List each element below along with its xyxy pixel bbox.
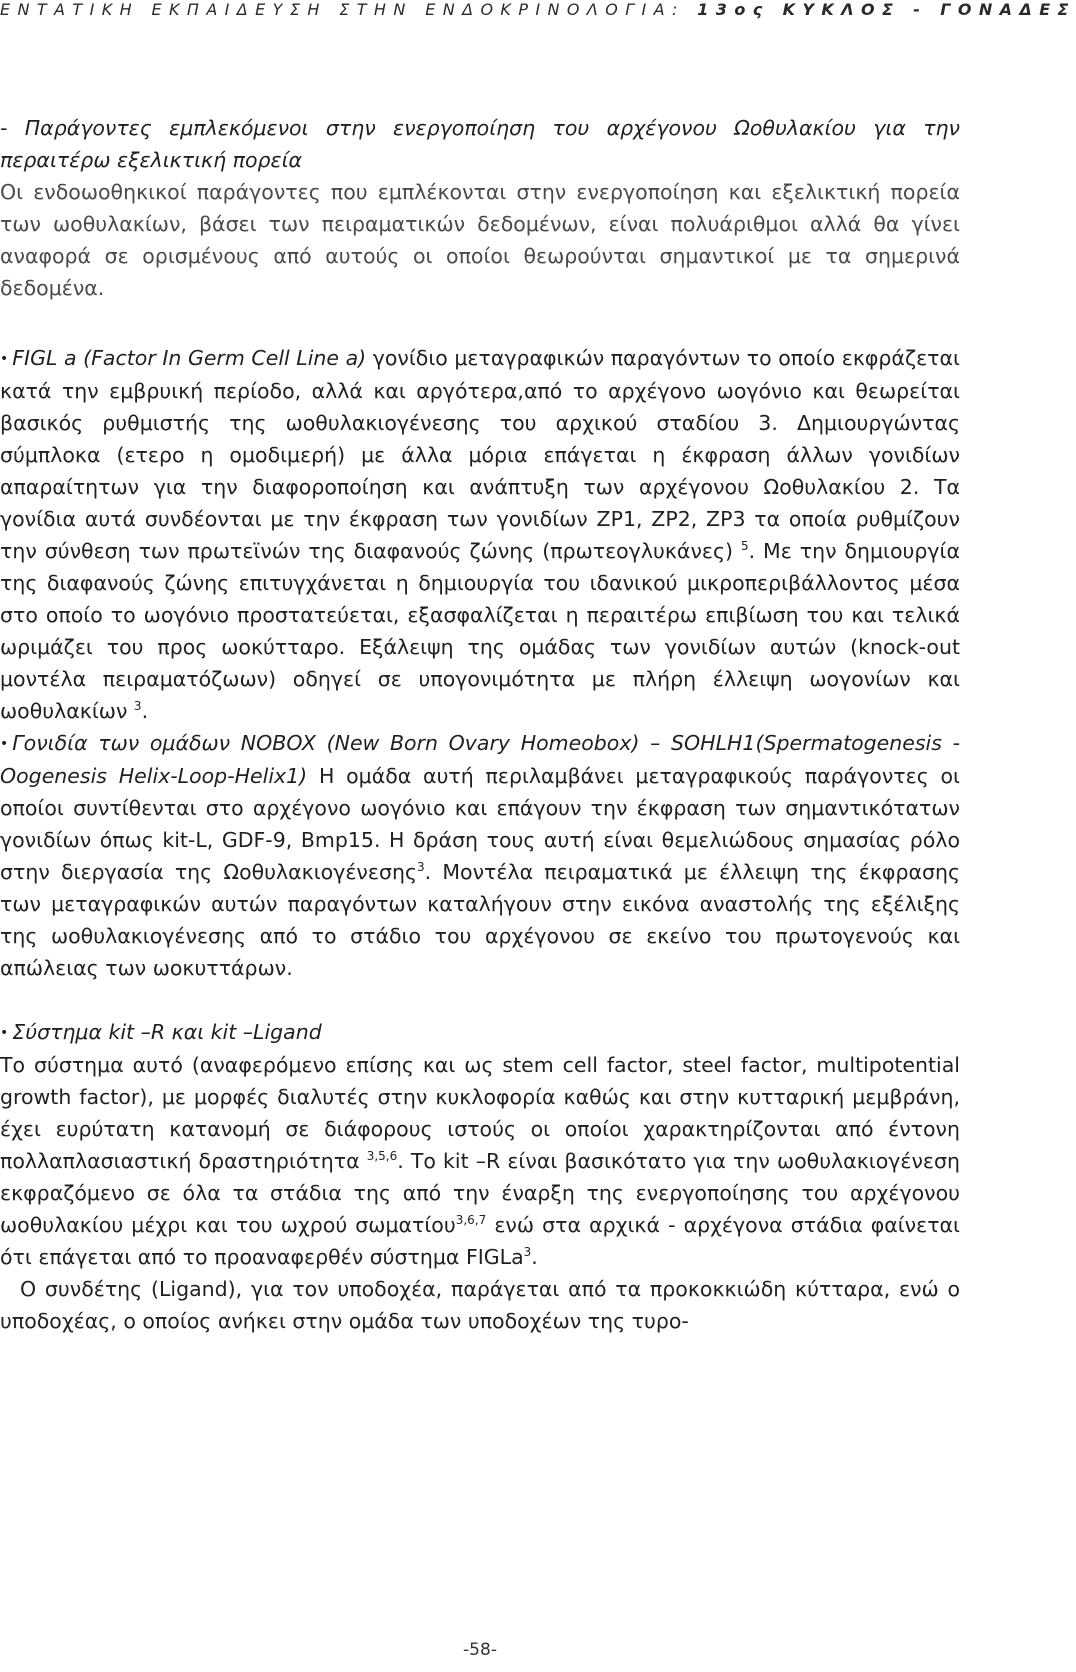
bullet-kit-text-a: Το σύστημα αυτό (αναφερόμενο επίσης και ως stem cell factor, steel factor, multipotential growth factor), με μορφές διαλυτές στην κυκλοφορία καθώς και στην κυτταρική μεμβράνη, έχει ευρύτατη κατανομή σε διάφορους ιστούς οι οποίοι χαρακτηρίζονται από έντονη πολλαπλασιαστική δραστηριότητα — [0, 1053, 960, 1173]
bullet-kit-text-b: . Το kit –R είναι βασικότατο για την ωοθυλακιογένεση εκφραζόμενο σε όλα τα στάδια της από την έναρξη της ενεργοποίησης του αρχέγονου ωοθυλακίου μέχρι και του ωχρού σωματίου — [0, 1149, 960, 1237]
bullet-nobox — [0, 727, 960, 984]
header-title: ΕΝΤΑΤΙΚΗ ΕΚΠΑΙΔΕΥΣΗ ΣΤΗΝ ΕΝΔΟΚΡΙΝΟΛΟΓΙΑ: — [0, 0, 685, 19]
bullet-figl-text-a: γονίδιο μεταγραφικών παραγόντων το οποίο εκφράζεται κατά την εμβρυική περίοδο, αλλά και αργότερα,από το αρχέγονο ωογόνιο και θεωρείται βασικός ρυθμιστής της ωοθυλακιογένεσης του αρχικού σταδίου 3. Δημιουργώντας σύμπλοκα (ετερο η ομοδιμερή) με άλλα μόρια επάγεται η έκφραση άλλων γονιδίων απαραίτητων για την διαφοροποίηση και ανάπτυξη των αρχέγονου Ωοθυλακίου 2. Τα γονίδια αυτά συνδέονται με την έκφραση των γονιδίων ZP1, ZP2, ZP3 τα οποία ρυθμίζουν την σύνθεση των πρωτεϊνών της διαφανούς ζώνης (πρωτεογλυκάνες) — [0, 346, 960, 563]
citation-sup: 3 — [133, 699, 142, 713]
bullet-kit-text-d: . — [531, 1245, 538, 1269]
bullet-figl-text-b: . Με την δημιουργία της διαφανούς ζώνης επιτυγχάνεται η δημιουργία του ιδανικού μικροπεριβάλλοντος μέσα στο οποίο το ωογόνιο προστατεύεται, εξασφαλίζεται η περαιτέρω επιβίωση του και τελικά ωριμάζει του προς ωοκύτταρο. Εξάλειψη της ομάδας των γονιδίων αυτών (knock-out μοντέλα πειραματόζωων) οδηγεί σε υπογονιμότητα με πλήρη έλλειψη ωογονίων και ωοθυλακίων — [0, 539, 960, 723]
bullet-figl — [0, 342, 960, 727]
page-number: -58- — [463, 1640, 497, 1660]
bullet-icon: • — [0, 736, 9, 752]
citation-sup: 3,5,6 — [366, 1149, 398, 1163]
header-issue: 13ος ΚΥΚΛΟΣ - ΓΟΝΑΔΕΣ — [697, 0, 1076, 19]
bullet-icon: • — [0, 351, 9, 367]
bullet-figl-text-c: . — [141, 699, 149, 723]
citation-sup: 5 — [740, 539, 749, 553]
bullet-figl-label: FIGL a (Factor In Germ Cell Line a) — [12, 346, 367, 370]
article-body — [0, 112, 960, 1337]
bullet-nobox-text-a: Η ομάδα αυτή περιλαμβάνει μεταγραφικούς παράγοντες οι οποίοι συντίθενται στο αρχέγονο ωογόνιο και επάγουν την έκφραση των σημαντικότατων γονιδίων όπως kit-L, GDF-9, Bmp15. Η δράση τους αυτή είναι θεμελιώδους σημασίας ρόλο στην διεργασία της Ωοθυλακιογένεσης — [0, 764, 960, 884]
running-header — [0, 0, 1076, 20]
citation-sup: 3 — [416, 860, 425, 874]
section-heading: - Παράγοντες εμπλεκόμενοι στην ενεργοποίηση του αρχέγονου Ωοθυλακίου για την περαιτέρω εξελικτική πορεία — [0, 116, 960, 172]
paragraph-gap — [0, 984, 960, 1016]
bullet-nobox-label: Γονιδία των ομάδων NOBOX (New Born Ovary Homeobox) – SOHLH1(Spermatogenesis - Oogenesis Helix-Loop-Helix1) — [0, 731, 960, 788]
section-intro: Οι ενδοωοθηκικοί παράγοντες που εμπλέκονται στην ενεργοποίηση και εξελικτική πορεία των ωοθυλακίων, βάσει των πειραματικών δεδομένων, είναι πολυάριθμοι αλλά θα γίνει αναφορά σε ορισμένους από αυτούς οι οποίοι θεωρούνται σημαντικοί με τα σημερινά δεδομένα. — [0, 180, 960, 300]
citation-sup: 3,6,7 — [455, 1213, 487, 1227]
bullet-kit-heading — [0, 1016, 960, 1049]
citation-sup: 3 — [523, 1245, 532, 1259]
ligand-paragraph: Ο συνδέτης (Ligand), για τον υποδοχέα, παράγεται από τα προκοκκιώδη κύτταρα, ενώ ο υποδοχέας, ο οποίος ανήκει στην ομάδα των υποδοχέων της τυρο- — [0, 1277, 960, 1333]
bullet-nobox-text-b: . Μοντέλα πειραματικά με έλλειψη της έκφρασης των μεταγραφικών αυτών παραγόντων καταλήγουν στην εικόνα αναστολής της εξέλιξης της ωοθυλακιογένεσης από το στάδιο του αρχέγονου σε εκείνο του πρωτογενούς και απώλειας των ωοκυττάρων. — [0, 860, 960, 980]
bullet-kit-label: Σύστημα kit –R και kit –Ligand — [12, 1020, 322, 1044]
bullet-kit-text-c: ενώ στα αρχικά - αρχέγονα στάδια φαίνεται ότι επάγεται από το προαναφερθέν σύστημα FIGLa — [0, 1213, 960, 1269]
bullet-icon: • — [0, 1025, 9, 1041]
bullet-kit-body — [0, 1049, 960, 1273]
